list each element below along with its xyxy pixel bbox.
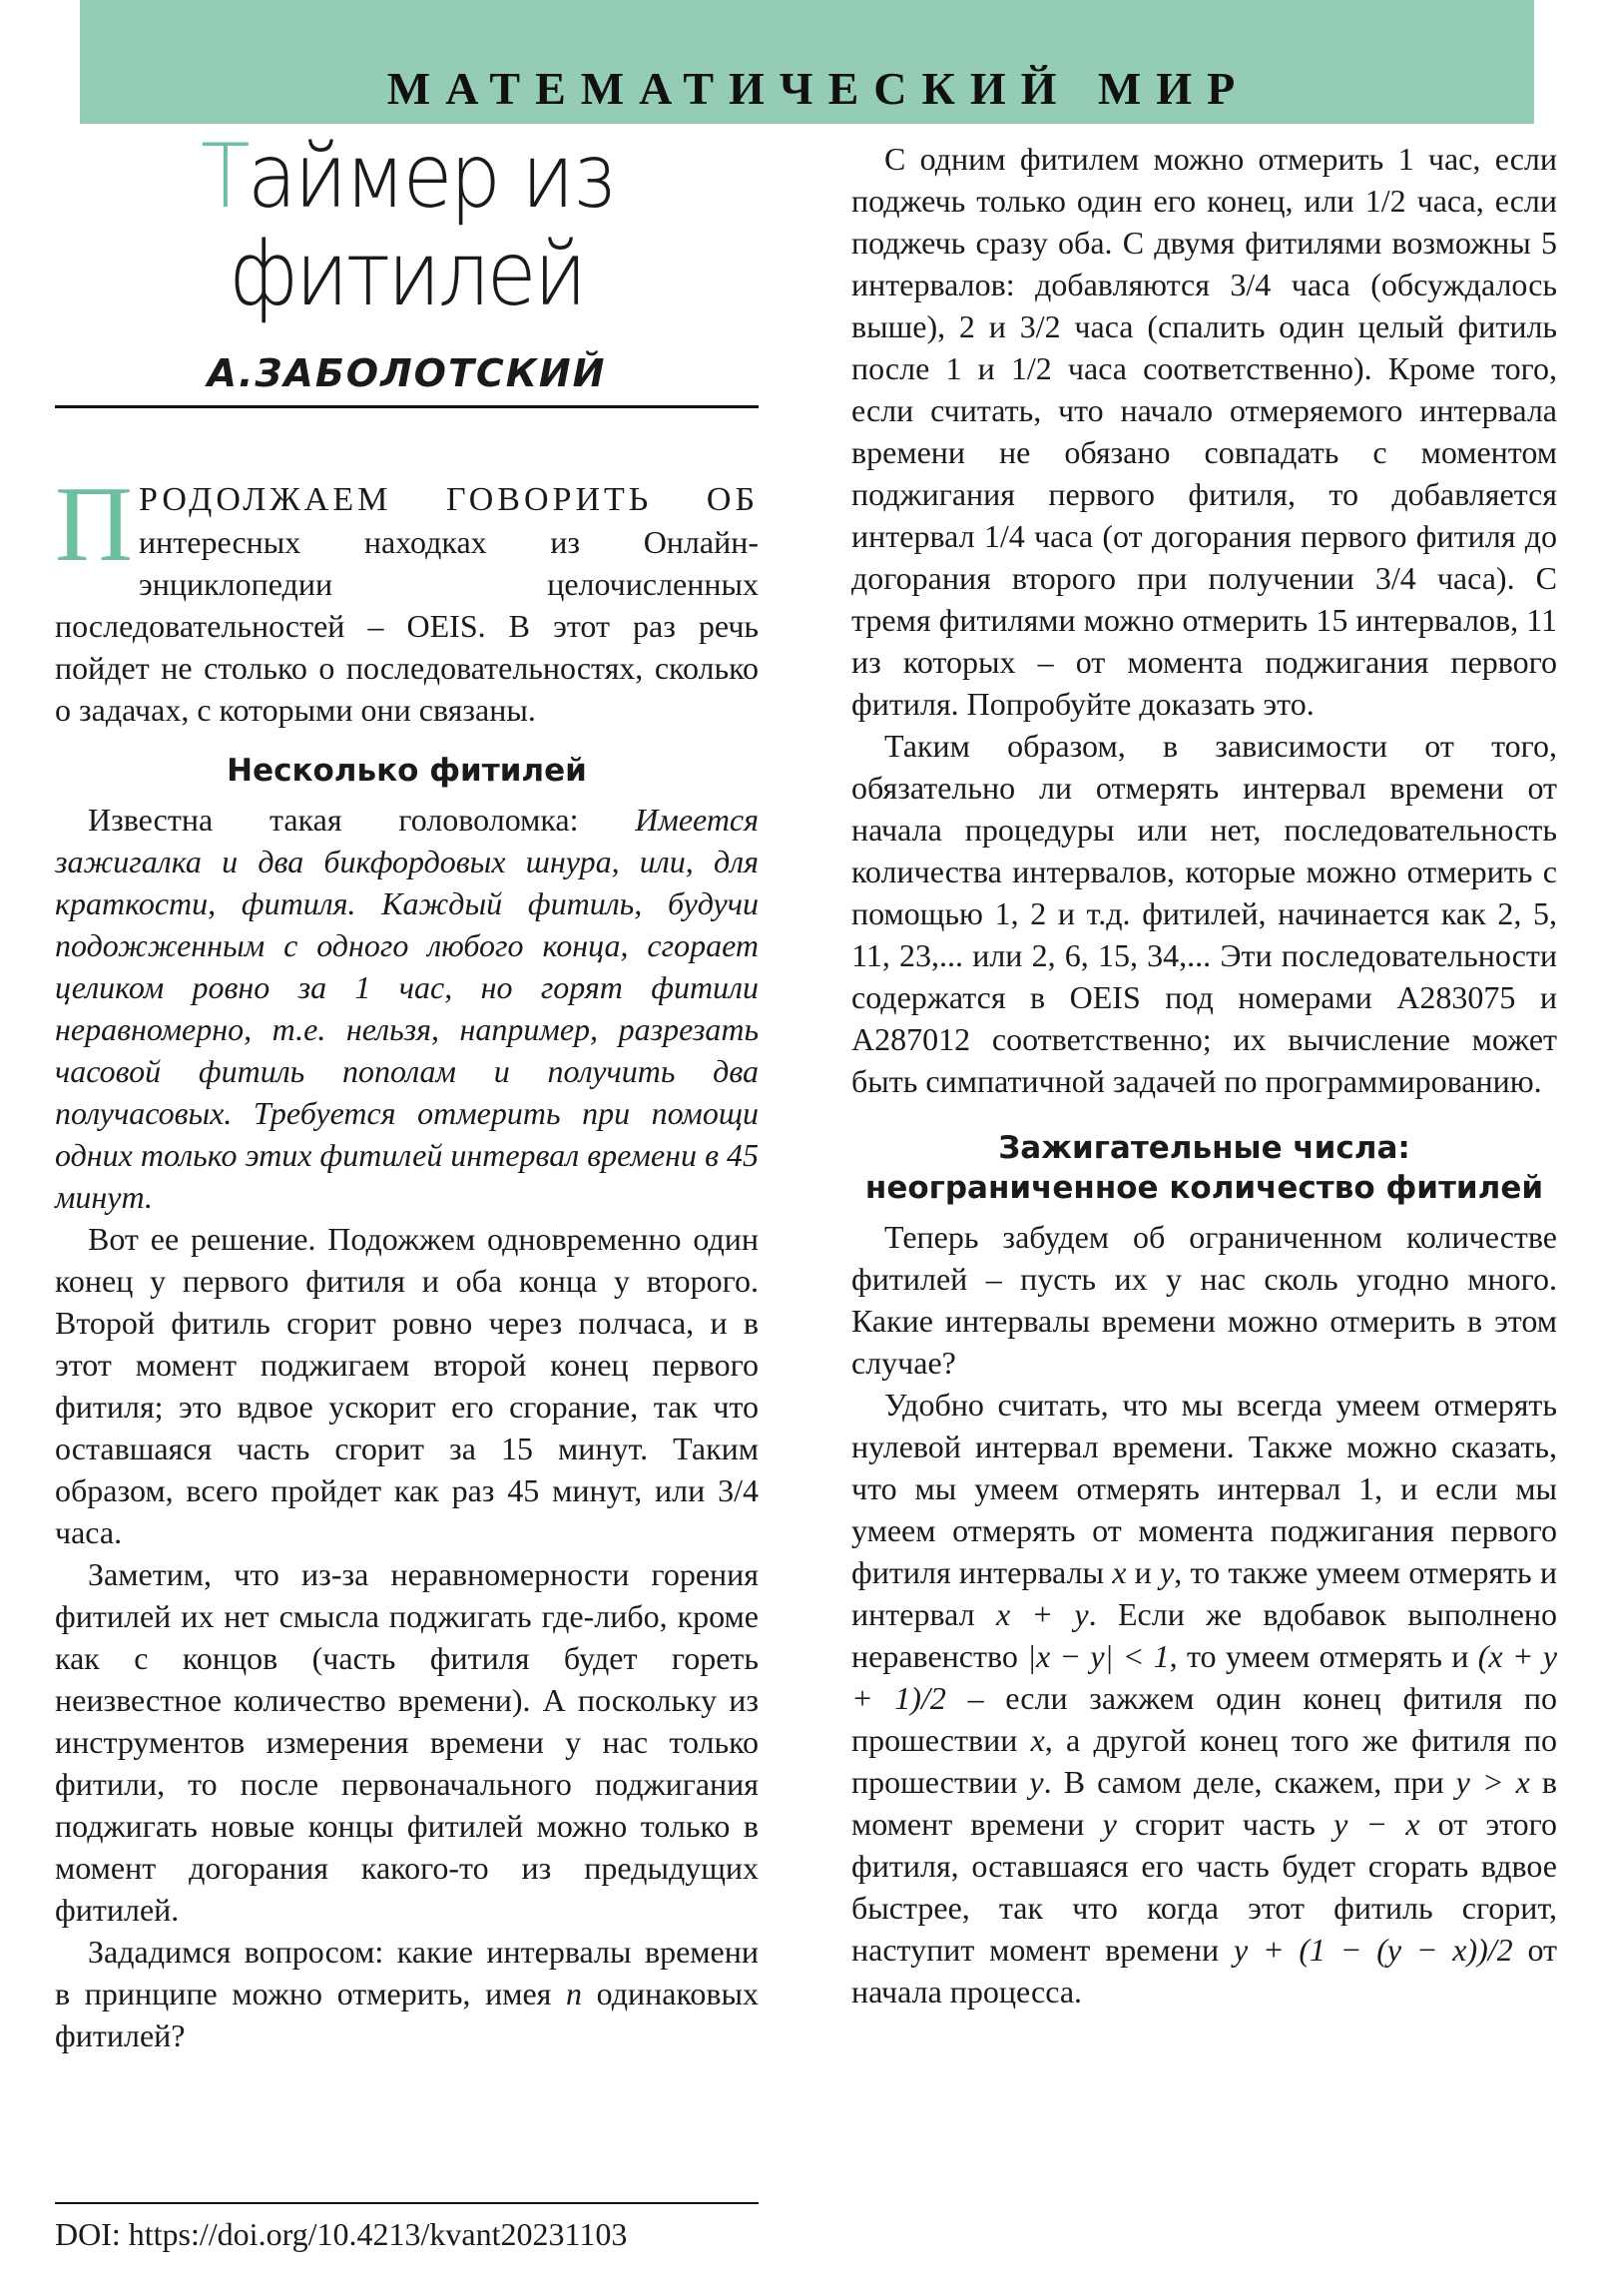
- paragraph: [851, 1384, 1557, 2012]
- heading-line: неограниченное количество фитилей: [864, 1170, 1544, 1206]
- math: y + (1 − (y − x))/2: [1233, 1932, 1513, 1968]
- math: y: [1029, 1764, 1044, 1800]
- text: – если зажжем один конец фитиля по прошествии: [851, 1680, 1558, 1758]
- paragraph: Заметим, что из-за неравномерности горения фитилей их нет смысла поджигать где-либо, кроме как с концов (часть фитиля будет гореть неизвестное количество времени). А поскольку из инструментов измерения времени у нас только фитили, то после первоначального поджигания поджигать новые концы фитилей можно только в момент догорания какого-то из предыдущих фитилей.: [55, 1556, 759, 1928]
- title-rule: [55, 405, 759, 408]
- paragraph: [55, 1931, 759, 2056]
- paragraph: Таким образом, в зависимости от того, обязательно ли отмерять интервал времени от начала процедуры или нет, последовательность количества интервалов, которые можно отмерить с помощью 1, 2 и т.д. фитилей, начинается как 2, 5, 11, 23,... или 2, 6, 15, 34,... Эти последовательности содержатся в OEIS под номерами A283075 и A287012 соответственно; их вычисление может быть симпатичной задачей по программированию.: [851, 728, 1557, 1099]
- math: x + y: [995, 1596, 1089, 1632]
- author: А.ЗАБОЛОТСКИЙ: [207, 351, 607, 395]
- lead-paragraph: [55, 465, 759, 731]
- math: (x + y + 1)/2: [851, 1638, 1558, 1716]
- text: , то также умеем отмерять и интервал: [851, 1554, 1558, 1632]
- text: , а другой конец того же фитиля по прошествии: [851, 1722, 1558, 1800]
- text: в момент времени: [851, 1764, 1558, 1842]
- text: . Если же вдобавок выполнено неравенство: [851, 1596, 1558, 1674]
- math: y: [1102, 1806, 1117, 1842]
- paragraph: [55, 799, 759, 1218]
- title-line-1: аймер из: [247, 125, 613, 228]
- text: одинаковых фитилей?: [55, 1976, 760, 2053]
- paragraph: Вот ее решение. Подожжем одновременно один конец у первого фитиля и оба конца у второго. Второй фитиль сгорит ровно через полчаса, и в этот момент поджигаем второй конец первого фитиля; это вдвое ускорит его сгорание, так что оставшаяся часть сгорит за 15 минут. Таким образом, всего пройдет как раз 45 минут, или 3/4 часа.: [55, 1221, 759, 1550]
- article-title: [83, 125, 731, 325]
- paragraph: Теперь забудем об ограниченном количестве фитилей – пусть их у нас сколь угодно много. Какие интервалы времени можно отмерить в этом случае?: [851, 1219, 1557, 1381]
- lead-text: интересных находках из Онлайн-энциклопедии целочисленных последовательностей – OEIS. В этот раз речь пойдет не столько о последовательностях, сколько о задачах, с которыми они связаны.: [55, 524, 759, 728]
- text: Зададимся вопросом: какие интервалы времени в принципе можно отмерить, имея: [55, 1934, 759, 2011]
- math: y: [1160, 1554, 1175, 1590]
- text: . В самом деле, скажем, при: [1043, 1764, 1456, 1800]
- rubric-title: МАТЕМАТИЧЕСКИЙ МИР: [386, 63, 1251, 114]
- text: от начала процесса.: [851, 1932, 1558, 2009]
- math: x: [1112, 1554, 1127, 1590]
- title-line-2: фитилей: [229, 223, 585, 325]
- drop-cap: П: [55, 465, 133, 584]
- text: от этого фитиля, оставшаяся его часть будет сгорать вдвое быстрее, так что когда этот фитиль сгорит, наступит момент времени: [851, 1806, 1558, 1968]
- section-heading: [851, 1128, 1557, 1208]
- puzzle-text: Имеется зажигалка и два бикфордовых шнура, или, для краткости, фитиля. Каждый фитиль, будучи подожженным с одного любого конца, сгорает целиком ровно за 1 час, но горят фитили неравномерно, т.е. нельзя, например, разрезать часовой фитиль пополам и получить два получасовых. Требуется отмерить при помощи одних только этих фитилей интервал времени в 45 минут.: [55, 802, 759, 1215]
- math: x: [1030, 1722, 1045, 1758]
- left-column: [55, 125, 760, 2056]
- doi-link[interactable]: DOI: https://doi.org/10.4213/kvant20231103: [55, 2216, 628, 2252]
- text: и: [1126, 1554, 1161, 1590]
- text: Известна такая головоломка:: [88, 802, 636, 838]
- section-heading: Несколько фитилей: [227, 753, 587, 789]
- heading-line: Зажигательные числа:: [998, 1130, 1410, 1166]
- title-initial: Т: [201, 125, 248, 228]
- math: |x − y| < 1: [1027, 1638, 1170, 1674]
- footer-rule: [55, 2202, 759, 2204]
- math: n: [566, 1976, 583, 2011]
- text: , то умеем отмерять и: [1169, 1638, 1478, 1674]
- text: сгорит часть: [1116, 1806, 1334, 1842]
- math: y − x: [1333, 1806, 1420, 1842]
- paragraph: С одним фитилем можно отмерить 1 час, если поджечь только один его конец, или 1/2 часа, если поджечь сразу оба. С двумя фитилями возможны 5 интервалов: добавляются 3/4 часа (обсуждалось выше), 2 и 3/2 часа (спалить один целый фитиль после 1 и 1/2 часа соответственно). Кроме того, если считать, что начало отмеряемого интервала времени не обязано совпадать с моментом поджигания первого фитиля, то добавляется интервал 1/4 часа (от догорания первого фитиля до догорания второго при получении 3/4 часа). С тремя фитилями можно отмерить 15 интервалов, 11 из которых – от момента поджигания первого фитиля. Попробуйте доказать это.: [851, 141, 1557, 722]
- right-column: [851, 138, 1557, 2012]
- lead-caps: РОДОЛЖАЕМ ГОВОРИТЬ ОБ: [139, 481, 759, 518]
- text: Удобно считать, что мы всегда умеем отмерять нулевой интервал времени. Также можно сказать, что мы умеем отмерять интервал 1, и если мы умеем отмерять от момента поджигания первого фитиля интервалы: [851, 1387, 1557, 1590]
- math: y > x: [1455, 1764, 1530, 1800]
